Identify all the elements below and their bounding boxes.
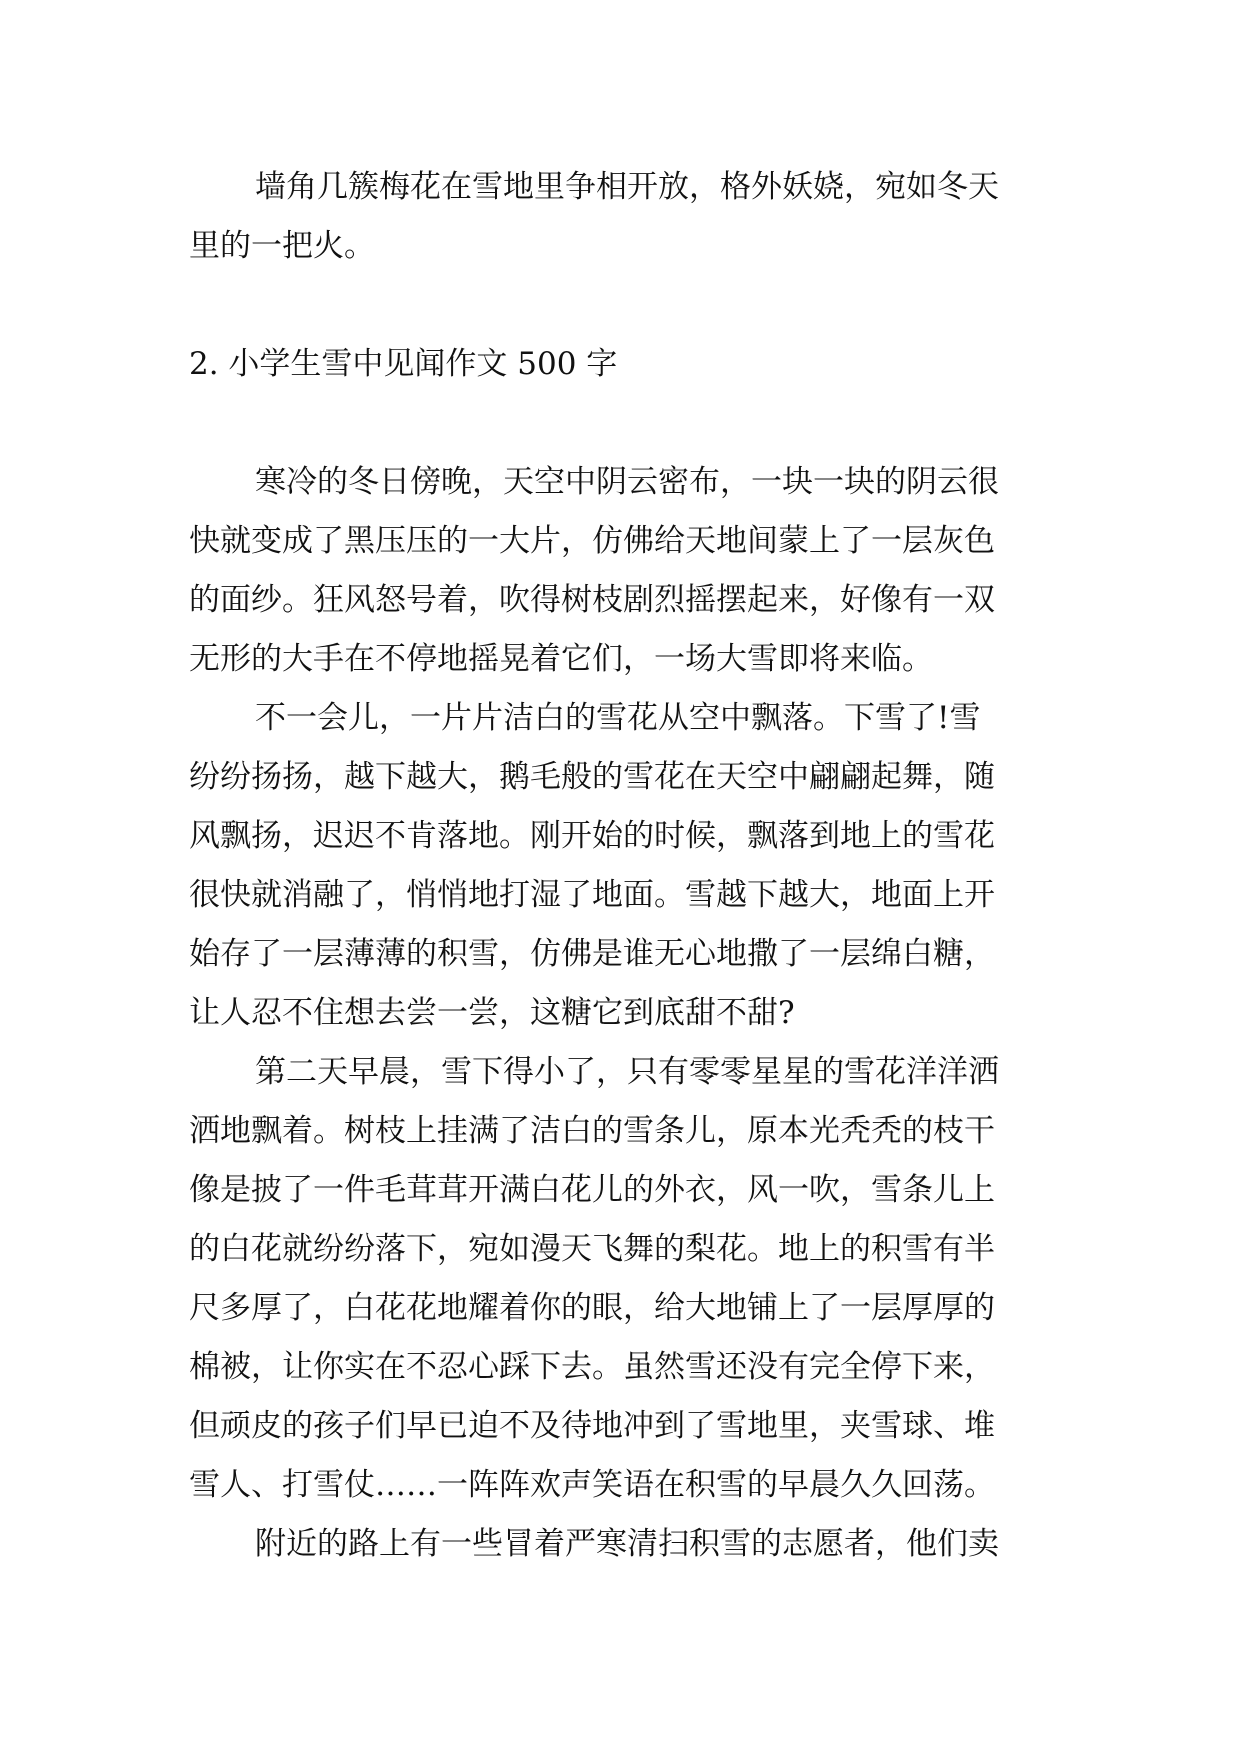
text-line: 棉被，让你实在不忍心踩下去。虽然雪还没有完全停下来， [189,1349,995,1385]
text-line: 墙角几簇梅花在雪地里争相开放，格外妖娆，宛如冬天 [255,169,999,205]
text-line: 像是披了一件毛茸茸开满白花儿的外衣，风一吹，雪条儿上 [189,1172,995,1208]
paragraph [189,1043,1057,1515]
text-line: 快就变成了黑压压的一大片，仿佛给天地间蒙上了一层灰色 [189,523,995,559]
paragraph [189,453,1057,689]
paragraph [189,689,1057,1043]
text-line: 的面纱。狂风怒号着，吹得树枝剧烈摇摆起来，好像有一双 [189,582,995,618]
document-body [189,158,1057,1574]
section-heading-text: 2. 小学生雪中见闻作文 500 字 [189,346,618,382]
text-line: 很快就消融了，悄悄地打湿了地面。雪越下越大，地面上开 [189,877,995,913]
paragraph [189,1515,1057,1574]
text-line: 无形的大手在不停地摇晃着它们，一场大雪即将来临。 [189,641,933,677]
text-line: 的白花就纷纷落下，宛如漫天飞舞的梨花。地上的积雪有半 [189,1231,995,1267]
section-heading [189,335,1057,394]
text-line: 让人忍不住想去尝一尝，这糖它到底甜不甜? [189,995,795,1031]
text-line: 风飘扬，迟迟不肯落地。刚开始的时候，飘落到地上的雪花 [189,818,995,854]
text-line: 第二天早晨，雪下得小了，只有零零星星的雪花洋洋洒 [255,1054,999,1090]
text-line: 不一会儿，一片片洁白的雪花从空中飘落。下雪了!雪 [255,700,981,736]
intro-paragraph [189,158,1057,276]
text-line: 附近的路上有一些冒着严寒清扫积雪的志愿者，他们卖 [255,1526,999,1562]
text-line: 雪人、打雪仗……一阵阵欢声笑语在积雪的早晨久久回荡。 [189,1467,995,1503]
text-line: 始存了一层薄薄的积雪，仿佛是谁无心地撒了一层绵白糖， [189,936,995,972]
text-line: 纷纷扬扬，越下越大，鹅毛般的雪花在天空中翩翩起舞，随 [189,759,995,795]
text-line: 寒冷的冬日傍晚，天空中阴云密布，一块一块的阴云很 [255,464,999,500]
text-line: 里的一把火。 [189,228,375,264]
text-line: 尺多厚了，白花花地耀着你的眼，给大地铺上了一层厚厚的 [189,1290,995,1326]
text-line: 洒地飘着。树枝上挂满了洁白的雪条儿，原本光秃秃的枝干 [189,1113,995,1149]
text-line: 但顽皮的孩子们早已迫不及待地冲到了雪地里，夹雪球、堆 [189,1408,995,1444]
